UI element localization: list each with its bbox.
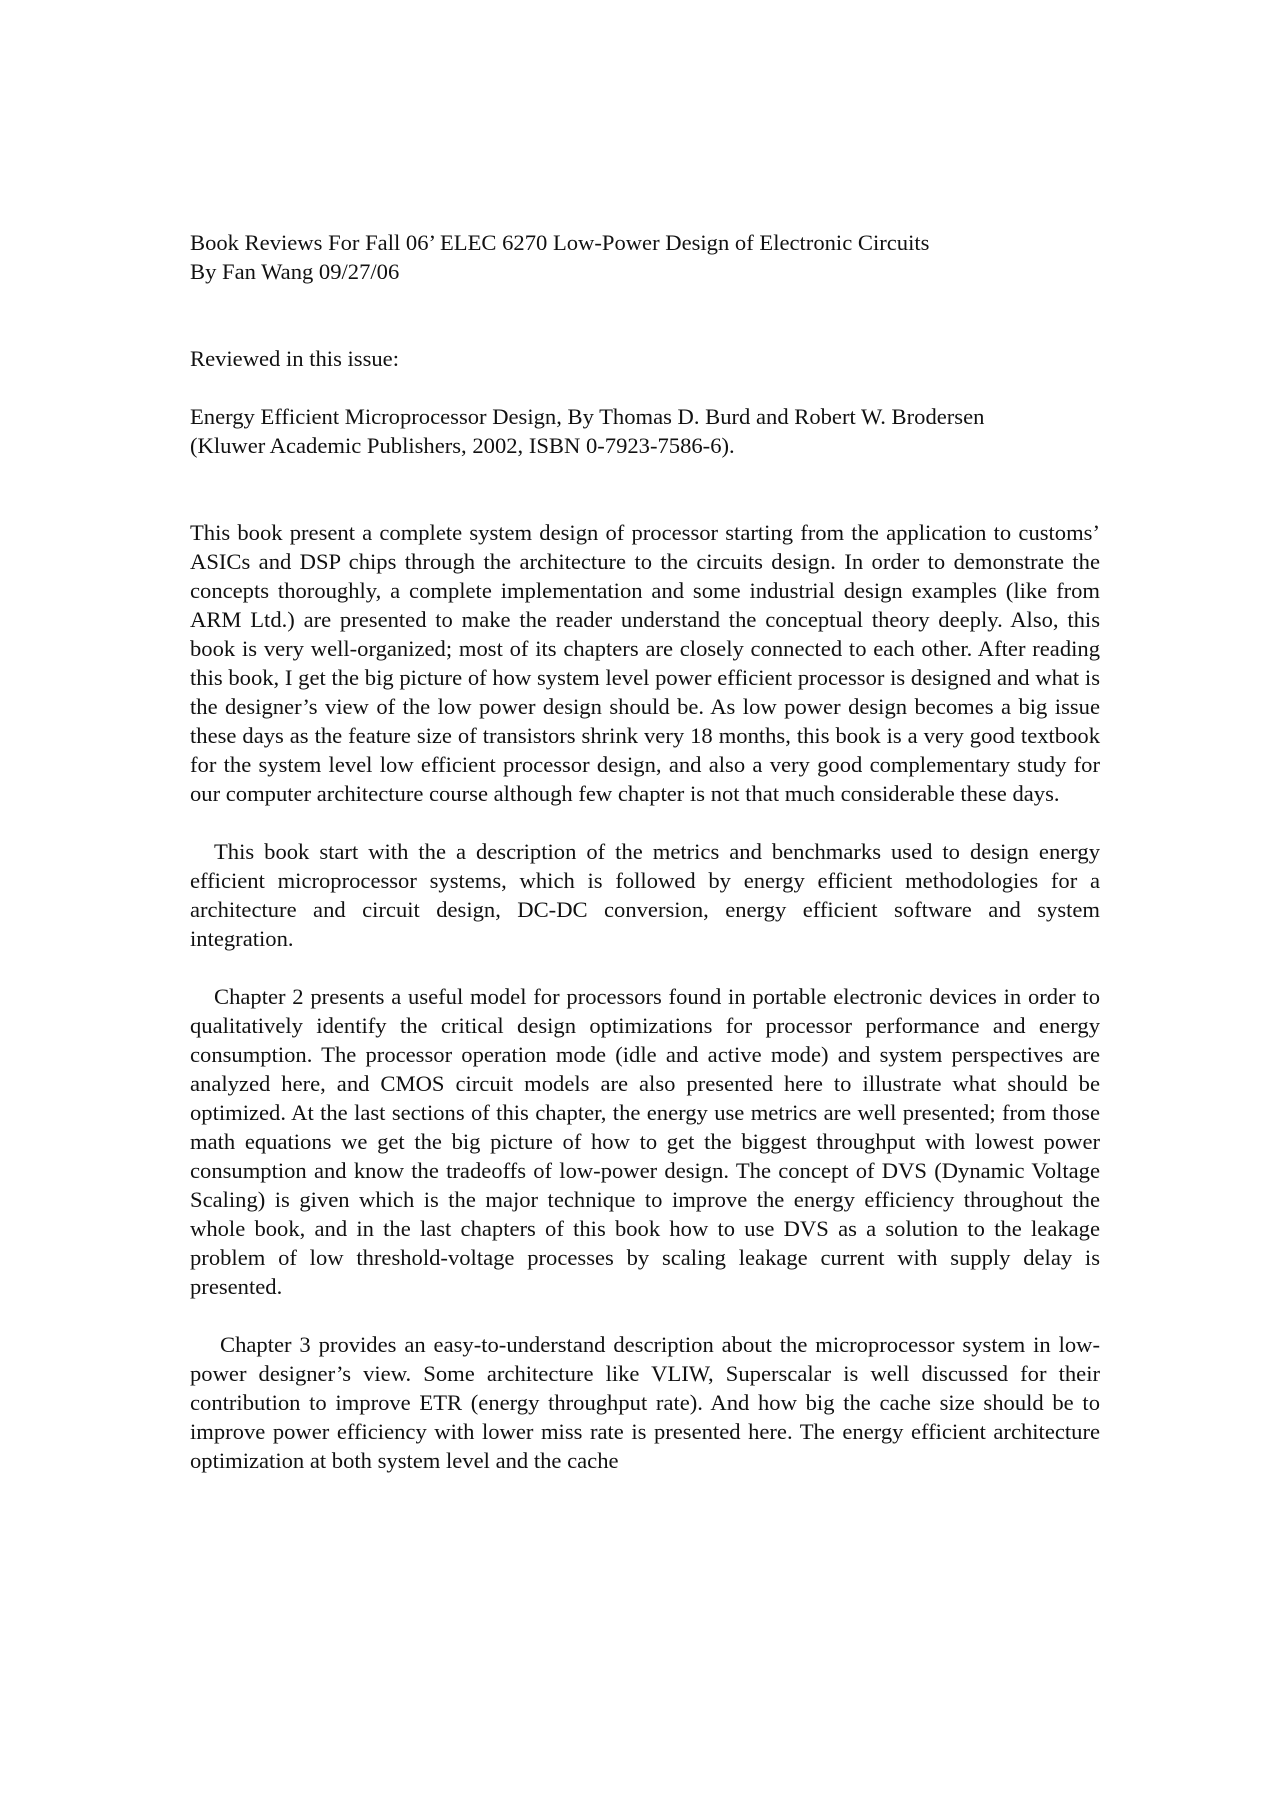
document-title: Book Reviews For Fall 06’ ELEC 6270 Low-Power Design of Electronic Circuits <box>190 230 930 255</box>
author-byline: By Fan Wang 09/27/06 <box>190 259 400 284</box>
document-page <box>190 228 1100 1475</box>
review-paragraph-chapter-2: Chapter 2 presents a useful model for processors found in portable electronic devices in order to qualitatively identify the critical design optimizations for processor performance and energy consumption. The processor operation mode (idle and active mode) and system perspectives are analyzed here, and CMOS circuit models are also presented here to illustrate what should be optimized. At the last sections of this chapter, the energy use metrics are well presented; from those math equations we get the big picture of how to get the biggest throughput with lowest power consumption and know the tradeoffs of low-power design. The concept of DVS (Dynamic Voltage Scaling) is given which is the major technique to improve the energy efficiency throughout the whole book, and in the last chapters of this book how to use DVS as a solution to the leakage problem of low threshold-voltage processes by scaling leakage current with supply delay is presented. <box>190 984 1100 1299</box>
review-paragraph-chapter-3: Chapter 3 provides an easy-to-understand description about the microprocessor system in low-power designer’s view. Some architecture like VLIW, Superscalar is well discussed for their contribution to improve ETR (energy throughput rate). And how big the cache size should be to improve power efficiency with lower miss rate is presented here. The energy efficient architecture optimization at both system level and the cache <box>190 1332 1100 1473</box>
book-citation-title: Energy Efficient Microprocessor Design, By Thomas D. Burd and Robert W. Brodersen <box>190 404 985 429</box>
review-paragraph-overview: This book start with the a description of the metrics and benchmarks used to design energy efficient microprocessor systems, which is followed by energy efficient methodologies for a architecture and circuit design, DC-DC conversion, energy efficient software and system integration. <box>190 839 1100 951</box>
book-citation-publisher: (Kluwer Academic Publishers, 2002, ISBN 0-7923-7586-6). <box>190 433 735 458</box>
reviewed-label: Reviewed in this issue: <box>190 346 399 371</box>
review-paragraph-intro: This book present a complete system design of processor starting from the application to customs’ ASICs and DSP chips through the architecture to the circuits design. In order to demonstrate the concepts thoroughly, a complete implementation and some industrial design examples (like from ARM Ltd.) are presented to make the reader understand the conceptual theory deeply. Also, this book is very well-organized; most of its chapters are closely connected to each other. After reading this book, I get the big picture of how system level power efficient processor is designed and what is the designer’s view of the low power design should be. As low power design becomes a big issue these days as the feature size of transistors shrink very 18 months, this book is a very good textbook for the system level low efficient processor design, and also a very good complementary study for our computer architecture course although few chapter is not that much considerable these days. <box>190 520 1100 806</box>
book-citation <box>190 402 1100 460</box>
